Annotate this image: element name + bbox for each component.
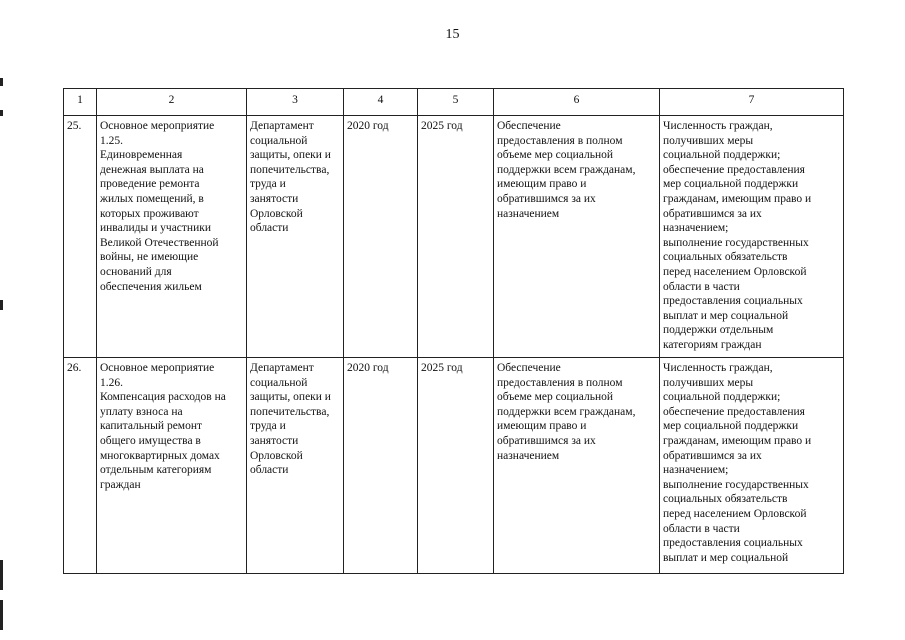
cell-text-line: граждан — [100, 478, 141, 491]
cell-text-line: области в части — [663, 522, 740, 535]
cell-text-line: Обеспечение — [497, 120, 561, 132]
scan-edge-mark — [0, 600, 3, 630]
cell-text-line: многоквартирных домах — [100, 449, 220, 462]
cell-text-line: поддержки всем гражданам, — [497, 163, 636, 176]
header-cell: 4 — [344, 89, 418, 116]
cell-text-line: Департамент — [250, 362, 314, 374]
cell-text-line: получивших меры — [663, 134, 754, 147]
cell-text-line: Численность граждан, — [663, 120, 773, 132]
cell-text-line: обеспечение предоставления — [663, 405, 805, 418]
indicators-cell — [660, 358, 844, 574]
header-cell: 6 — [494, 89, 660, 116]
cell-text-line: перед населением Орловской — [663, 507, 807, 520]
cell-text-line: капитальный ремонт — [100, 420, 203, 433]
page-number: 15 — [445, 27, 460, 42]
cell-text-line: выплат и мер социальной — [663, 309, 789, 322]
table-row — [64, 116, 844, 358]
cell-text-line: социальной поддержки; — [663, 391, 781, 404]
executor-cell — [247, 116, 344, 358]
cell-text-line: Основное мероприятие — [100, 120, 215, 132]
cell-text-line: обратившимся за их — [497, 192, 596, 205]
cell-text-line: обеспечения жильем — [100, 280, 202, 293]
cell-text-line: обратившимся за их — [497, 434, 596, 447]
cell-text-line: Обеспечение — [497, 362, 561, 374]
cell-text-line: оснований для — [100, 265, 172, 278]
event-cell — [97, 116, 247, 358]
cell-text-line: Орловской — [250, 449, 303, 462]
cell-text-line: области в части — [663, 280, 740, 293]
cell-text-line: поддержки отдельным — [663, 324, 774, 337]
cell-text-line: области — [250, 464, 289, 477]
cell-text-line: Численность граждан, — [663, 362, 773, 374]
header-cell: 3 — [247, 89, 344, 116]
cell-text-line: выполнение государственных — [663, 236, 809, 249]
cell-text-line: области — [250, 222, 289, 235]
cell-text-line: назначением — [497, 449, 560, 462]
cell-text-line: жилых помещений, в — [100, 192, 204, 205]
cell-text-line: социальной — [250, 376, 308, 389]
cell-text-line: Департамент — [250, 120, 314, 132]
result-cell — [494, 358, 660, 574]
cell-text-line: назначением; — [663, 464, 729, 477]
cell-text-line: 1.25. — [100, 134, 123, 147]
cell-text-line: обратившимся за их — [663, 207, 762, 220]
cell-text-line: выполнение государственных — [663, 478, 809, 491]
cell-text-line: назначением; — [663, 222, 729, 235]
end-year-cell: 2025 год — [418, 116, 494, 358]
cell-text-line: мер социальной поддержки — [663, 178, 799, 191]
program-events-table — [63, 88, 844, 574]
cell-text-line: предоставления в полном — [497, 134, 623, 147]
indicators-cell — [660, 116, 844, 358]
scan-edge-mark — [0, 78, 3, 86]
cell-text-line: отдельным категориям — [100, 464, 212, 477]
row-number-cell: 25. — [64, 116, 97, 358]
cell-text-line: Великой Отечественной — [100, 236, 219, 249]
scan-edge-mark — [0, 110, 3, 116]
cell-text-line: 1.26. — [100, 376, 123, 389]
cell-text-line: войны, не имеющие — [100, 251, 199, 264]
cell-text-line: имеющим право и — [497, 420, 587, 433]
scan-edge-mark — [0, 560, 3, 590]
cell-text-line: объеме мер социальной — [497, 391, 614, 404]
cell-text-line: Компенсация расходов на — [100, 391, 226, 404]
cell-text-line: инвалиды и участники — [100, 222, 211, 235]
start-year-cell: 2020 год — [344, 116, 418, 358]
cell-text-line: социальных обязательств — [663, 493, 788, 506]
cell-text-line: предоставления социальных — [663, 537, 803, 550]
cell-text-line: перед населением Орловской — [663, 265, 807, 278]
cell-text-line: которых проживают — [100, 207, 199, 220]
cell-text-line: гражданам, имеющим право и — [663, 434, 812, 447]
cell-text-line: Основное мероприятие — [100, 362, 215, 374]
cell-text-line: поддержки всем гражданам, — [497, 405, 636, 418]
cell-text-line: труда и — [250, 178, 286, 191]
cell-text-line: предоставления в полном — [497, 376, 623, 389]
cell-text-line: Орловской — [250, 207, 303, 220]
cell-text-line: социальной — [250, 134, 308, 147]
cell-text-line: защиты, опеки и — [250, 149, 331, 162]
cell-text-line: попечительства, — [250, 163, 330, 176]
header-cell: 2 — [97, 89, 247, 116]
cell-text-line: проведение ремонта — [100, 178, 200, 191]
cell-text-line: имеющим право и — [497, 178, 587, 191]
executor-cell — [247, 358, 344, 574]
event-cell — [97, 358, 247, 574]
table-header-row — [64, 89, 844, 116]
result-cell — [494, 116, 660, 358]
cell-text-line: получивших меры — [663, 376, 754, 389]
cell-text-line: объеме мер социальной — [497, 149, 614, 162]
cell-text-line: категориям граждан — [663, 338, 762, 351]
header-cell: 5 — [418, 89, 494, 116]
cell-text-line: мер социальной поддержки — [663, 420, 799, 433]
cell-text-line: общего имущества в — [100, 434, 201, 447]
start-year-cell: 2020 год — [344, 358, 418, 574]
scan-edge-mark — [0, 300, 3, 310]
cell-text-line: защиты, опеки и — [250, 391, 331, 404]
cell-text-line: социальной поддержки; — [663, 149, 781, 162]
cell-text-line: гражданам, имеющим право и — [663, 192, 812, 205]
end-year-cell: 2025 год — [418, 358, 494, 574]
header-cell: 1 — [64, 89, 97, 116]
cell-text-line: выплат и мер социальной — [663, 551, 789, 564]
table-row — [64, 358, 844, 574]
row-number-cell: 26. — [64, 358, 97, 574]
cell-text-line: Единовременная — [100, 149, 183, 162]
cell-text-line: уплату взноса на — [100, 405, 183, 418]
cell-text-line: назначением — [497, 207, 560, 220]
cell-text-line: попечительства, — [250, 405, 330, 418]
cell-text-line: обеспечение предоставления — [663, 163, 805, 176]
cell-text-line: труда и — [250, 420, 286, 433]
cell-text-line: предоставления социальных — [663, 295, 803, 308]
cell-text-line: занятости — [250, 434, 299, 447]
cell-text-line: социальных обязательств — [663, 251, 788, 264]
cell-text-line: денежная выплата на — [100, 163, 204, 176]
header-cell: 7 — [660, 89, 844, 116]
cell-text-line: обратившимся за их — [663, 449, 762, 462]
cell-text-line: занятости — [250, 192, 299, 205]
